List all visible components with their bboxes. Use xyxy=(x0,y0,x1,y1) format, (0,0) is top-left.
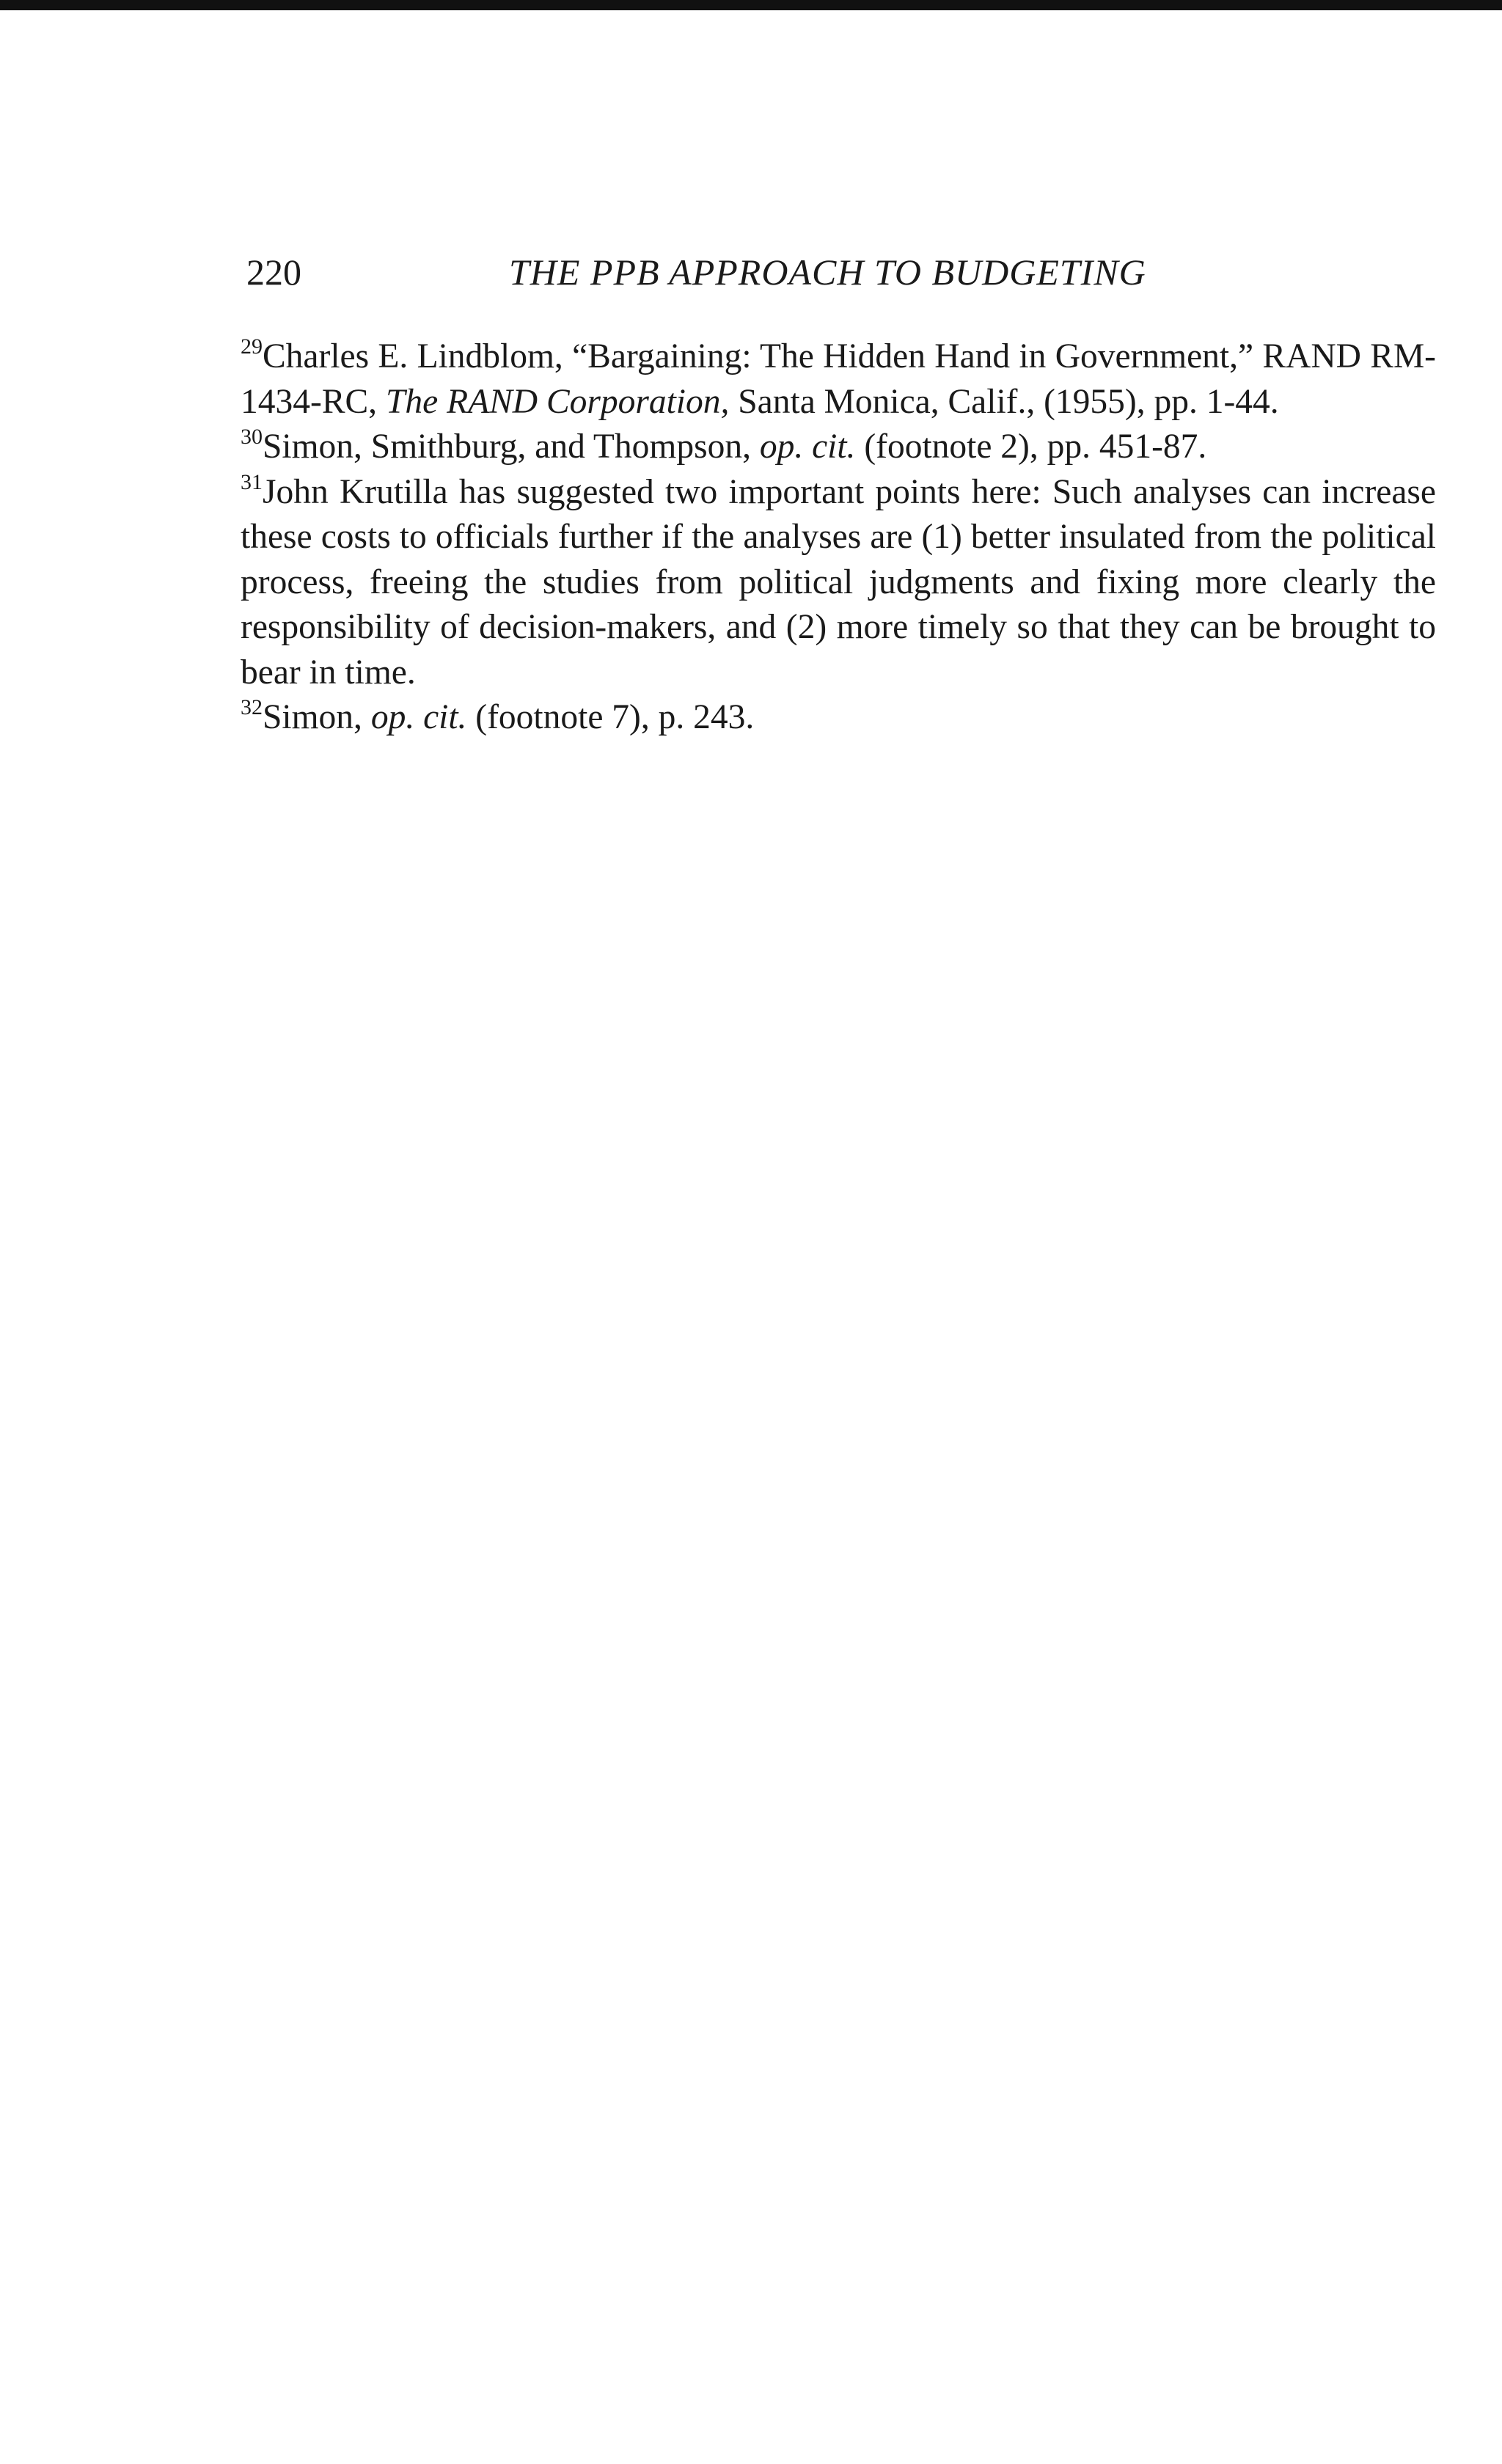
footnote-number: 31 xyxy=(241,469,263,494)
footnote-text: (footnote 2), pp. 451-87. xyxy=(855,428,1207,466)
footnote-text: Simon, Smithburg, and Thompson, xyxy=(263,428,760,466)
footnote-number: 30 xyxy=(241,425,263,449)
footnote-32 xyxy=(241,695,1436,741)
footnote-text: John Krutilla has suggested two important points here: Such analyses can increase these costs to officials further if the analyses are (1) better insulated from the political process, freeing the studies from political judgments and fixing more clearly the responsibility of decision-makers, and (2) more timely so that they can be brought to bear in time. xyxy=(241,472,1436,692)
footnote-30 xyxy=(241,425,1436,470)
footnotes-section xyxy=(241,334,1436,741)
footnote-text: (footnote 7), p. 243. xyxy=(466,698,755,736)
top-border-rule xyxy=(0,0,1502,10)
footnote-31 xyxy=(241,470,1436,696)
running-title: THE PPB APPROACH TO BUDGETING xyxy=(509,252,1146,293)
page-number: 220 xyxy=(246,252,301,293)
footnote-text: Santa Monica, Calif., (1955), pp. 1-44. xyxy=(729,382,1279,421)
footnote-text: Charles E. Lindblom, “Bargaining: The Hidden Hand in Government,” RAND RM-1434-RC, xyxy=(241,337,1436,421)
footnote-text: Simon, xyxy=(263,698,371,736)
footnote-number: 32 xyxy=(241,695,263,719)
footnote-number: 29 xyxy=(241,334,263,359)
publication-title: The RAND Corporation, xyxy=(385,382,730,421)
op-cit: op. cit. xyxy=(759,428,856,466)
running-head xyxy=(246,246,1273,298)
footnote-29 xyxy=(241,334,1436,425)
op-cit: op. cit. xyxy=(370,698,467,736)
